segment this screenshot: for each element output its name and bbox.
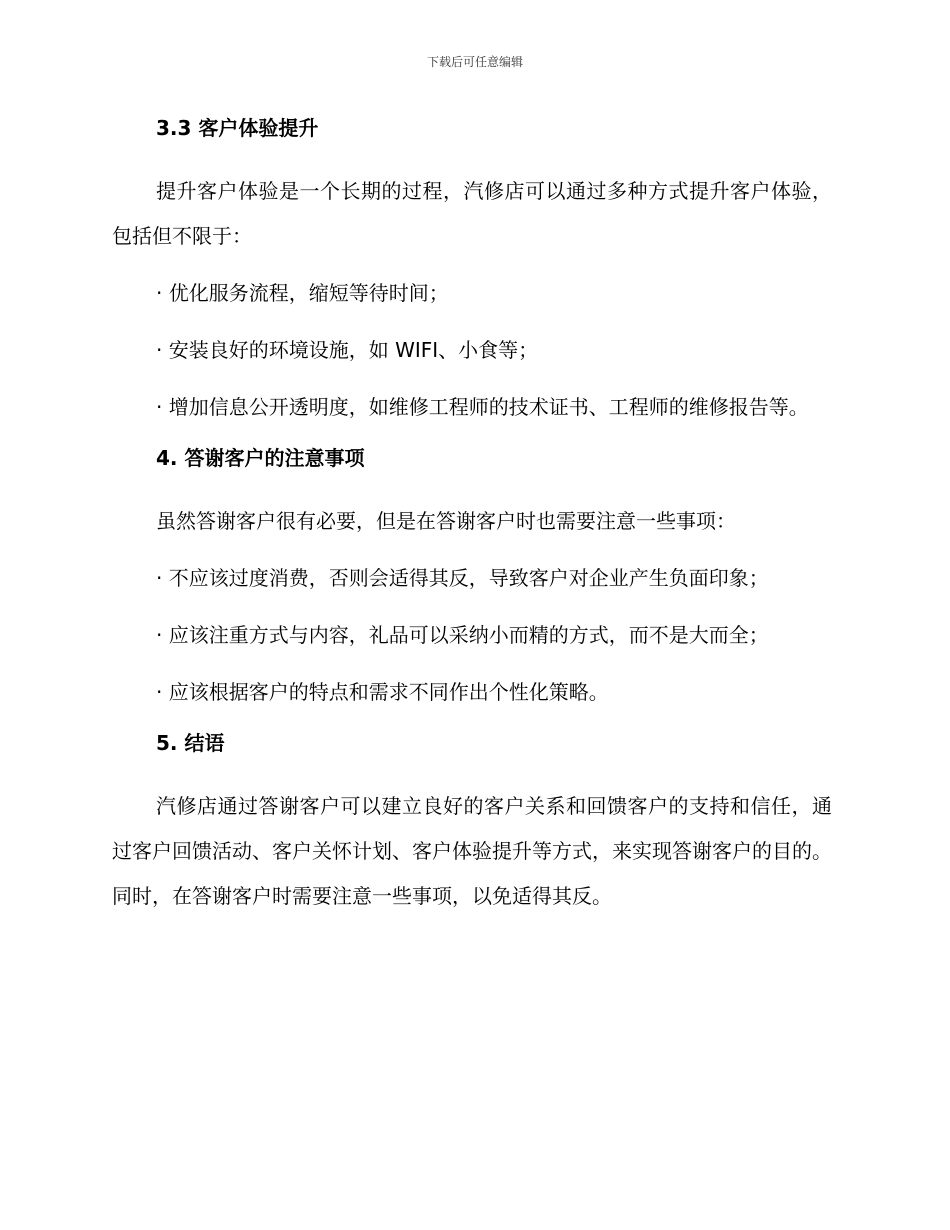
section-heading-4: 4. 答谢客户的注意事项	[156, 446, 365, 470]
section-heading-5: 5. 结语	[156, 731, 225, 755]
document-body	[112, 112, 832, 931]
section-heading-3-3: 3.3 客户体验提升	[156, 116, 319, 140]
list-item: · 应该根据客户的特点和需求不同作出个性化策略。	[156, 680, 609, 704]
list-item: · 应该注重方式与内容，礼品可以采纳小而精的方式，而不是大而全；	[156, 623, 769, 647]
list-item: · 增加信息公开透明度，如维修工程师的技术证书、工程师的维修报告等。	[156, 395, 809, 419]
list-item: · 安装良好的环境设施，如 WIFI、小食等；	[156, 338, 539, 362]
section-4-intro: 虽然答谢客户很有必要，但是在答谢客户时也需要注意一些事项：	[156, 509, 736, 533]
section-3-3-intro: 提升客户体验是一个长期的过程，汽修店可以通过多种方式提升客户体验，包括但不限于：	[112, 179, 832, 248]
list-item: · 不应该过度消费，否则会适得其反，导致客户对企业产生负面印象；	[156, 566, 769, 590]
list-item: · 优化服务流程，缩短等待时间；	[156, 281, 449, 305]
page-header: 下载后可任意编辑	[426, 55, 523, 69]
section-5-body: 汽修店通过答谢客户可以建立良好的客户关系和回馈客户的支持和信任，通过客户回馈活动、客户关怀计划、客户体验提升等方式，来实现答谢客户的目的。同时，在答谢客户时需要注意一些事项，以免适得其反。	[112, 794, 832, 908]
